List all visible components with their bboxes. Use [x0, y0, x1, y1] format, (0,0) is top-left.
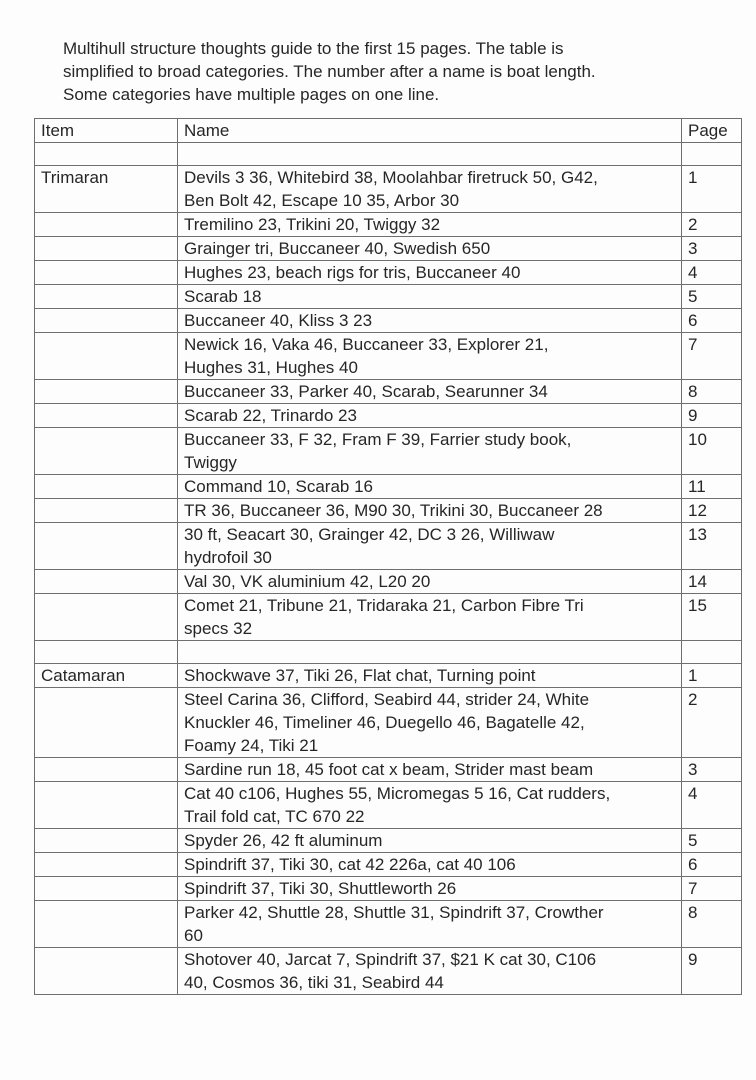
name-cell: [178, 853, 682, 877]
page-cell: 13: [682, 523, 742, 570]
name-line: Hughes 23, beach rigs for tris, Buccaneer 40: [184, 263, 521, 282]
empty-item-cell: [35, 333, 178, 380]
blank-row: [35, 143, 742, 166]
empty-item-cell: [35, 285, 178, 309]
page-cell: 9: [682, 948, 742, 995]
table-row: [35, 948, 742, 995]
page-cell: 6: [682, 853, 742, 877]
name-cell: [178, 782, 682, 829]
name-cell: [178, 285, 682, 309]
name-cell: [178, 213, 682, 237]
intro-line: simplified to broad categories. The number after a name is boat length.: [63, 62, 596, 81]
name-cell: [178, 309, 682, 333]
name-line: Cat 40 c106, Hughes 55, Micromegas 5 16, Cat rudders,: [184, 784, 611, 803]
empty-item-cell: [35, 570, 178, 594]
name-line: Sardine run 18, 45 foot cat x beam, Strider mast beam: [184, 760, 594, 779]
name-line: Spindrift 37, Tiki 30, Shuttleworth 26: [184, 879, 457, 898]
page-cell: 14: [682, 570, 742, 594]
blank-row: [35, 641, 742, 664]
empty-item-cell: [35, 428, 178, 475]
table-row: [35, 428, 742, 475]
page-cell: 4: [682, 782, 742, 829]
name-line: Foamy 24, Tiki 21: [184, 736, 319, 755]
name-cell: [178, 594, 682, 641]
page-cell: 3: [682, 237, 742, 261]
name-line: Devils 3 36, Whitebird 38, Moolahbar firetruck 50, G42,: [184, 168, 598, 187]
name-line: hydrofoil 30: [184, 548, 272, 567]
table-row: [35, 523, 742, 570]
item-cell: Catamaran: [35, 664, 178, 688]
table-row: [35, 285, 742, 309]
empty-item-cell: [35, 213, 178, 237]
intro-line: Some categories have multiple pages on one line.: [63, 85, 440, 104]
name-cell: [178, 261, 682, 285]
page-cell: 12: [682, 499, 742, 523]
empty-cell: [35, 641, 178, 664]
name-cell: [178, 948, 682, 995]
page-cell: 1: [682, 664, 742, 688]
page-cell: 2: [682, 688, 742, 758]
page-cell: 8: [682, 380, 742, 404]
name-line: Hughes 31, Hughes 40: [184, 358, 358, 377]
table-row: [35, 782, 742, 829]
page-cell: 6: [682, 309, 742, 333]
table-row: [35, 166, 742, 213]
name-line: Parker 42, Shuttle 28, Shuttle 31, Spindrift 37, Crowther: [184, 903, 604, 922]
name-line: Shockwave 37, Tiki 26, Flat chat, Turning point: [184, 666, 536, 685]
table-row: [35, 213, 742, 237]
page-cell: 2: [682, 213, 742, 237]
name-cell: [178, 570, 682, 594]
name-line: Trail fold cat, TC 670 22: [184, 807, 365, 826]
empty-cell: [178, 641, 682, 664]
page-cell: 5: [682, 829, 742, 853]
table-row: [35, 570, 742, 594]
name-line: Comet 21, Tribune 21, Tridaraka 21, Carbon Fibre Tri: [184, 596, 584, 615]
name-line: Val 30, VK aluminium 42, L20 20: [184, 572, 431, 591]
table-row: [35, 877, 742, 901]
name-line: Scarab 18: [184, 287, 262, 306]
name-cell: [178, 758, 682, 782]
name-line: Newick 16, Vaka 46, Buccaneer 33, Explorer 21,: [184, 335, 549, 354]
name-cell: [178, 829, 682, 853]
empty-item-cell: [35, 901, 178, 948]
empty-item-cell: [35, 948, 178, 995]
header-name: Name: [178, 119, 682, 143]
page-cell: 3: [682, 758, 742, 782]
empty-item-cell: [35, 380, 178, 404]
name-line: Buccaneer 33, Parker 40, Scarab, Searunner 34: [184, 382, 548, 401]
empty-cell: [682, 641, 742, 664]
name-line: 40, Cosmos 36, tiki 31, Seabird 44: [184, 973, 444, 992]
page-cell: 1: [682, 166, 742, 213]
empty-item-cell: [35, 782, 178, 829]
table-row: [35, 309, 742, 333]
empty-item-cell: [35, 404, 178, 428]
empty-cell: [178, 143, 682, 166]
table-row: [35, 261, 742, 285]
name-line: Command 10, Scarab 16: [184, 477, 373, 496]
empty-item-cell: [35, 688, 178, 758]
name-line: TR 36, Buccaneer 36, M90 30, Trikini 30, Buccaneer 28: [184, 501, 603, 520]
empty-item-cell: [35, 829, 178, 853]
empty-item-cell: [35, 261, 178, 285]
empty-item-cell: [35, 309, 178, 333]
table-header-row: [35, 119, 742, 143]
page-cell: 8: [682, 901, 742, 948]
table-row: [35, 475, 742, 499]
name-cell: [178, 237, 682, 261]
name-line: Spindrift 37, Tiki 30, cat 42 226a, cat 40 106: [184, 855, 516, 874]
name-line: Ben Bolt 42, Escape 10 35, Arbor 30: [184, 191, 460, 210]
name-cell: [178, 499, 682, 523]
name-cell: [178, 688, 682, 758]
table-body: [35, 143, 742, 995]
table-row: [35, 853, 742, 877]
table-row: [35, 333, 742, 380]
page-cell: 4: [682, 261, 742, 285]
intro-paragraph: [63, 37, 743, 106]
name-cell: [178, 380, 682, 404]
table-row: [35, 594, 742, 641]
name-line: Knuckler 46, Timeliner 46, Duegello 46, Bagatelle 42,: [184, 713, 585, 732]
empty-item-cell: [35, 877, 178, 901]
name-cell: [178, 475, 682, 499]
name-cell: [178, 404, 682, 428]
page-cell: 11: [682, 475, 742, 499]
name-cell: [178, 523, 682, 570]
table-row: [35, 901, 742, 948]
table-row: [35, 404, 742, 428]
name-line: Grainger tri, Buccaneer 40, Swedish 650: [184, 239, 491, 258]
name-cell: [178, 901, 682, 948]
name-line: Tremilino 23, Trikini 20, Twiggy 32: [184, 215, 441, 234]
page-guide-table: [34, 118, 742, 995]
empty-item-cell: [35, 475, 178, 499]
name-cell: [178, 166, 682, 213]
name-line: Twiggy: [184, 453, 237, 472]
name-line: Spyder 26, 42 ft aluminum: [184, 831, 383, 850]
table-row: [35, 499, 742, 523]
name-cell: [178, 428, 682, 475]
empty-cell: [35, 143, 178, 166]
name-cell: [178, 333, 682, 380]
page-cell: 10: [682, 428, 742, 475]
name-line: Buccaneer 40, Kliss 3 23: [184, 311, 373, 330]
name-line: Buccaneer 33, F 32, Fram F 39, Farrier study book,: [184, 430, 572, 449]
name-cell: [178, 877, 682, 901]
name-line: specs 32: [184, 619, 253, 638]
page-cell: 15: [682, 594, 742, 641]
empty-item-cell: [35, 758, 178, 782]
empty-item-cell: [35, 237, 178, 261]
empty-item-cell: [35, 523, 178, 570]
name-line: Scarab 22, Trinardo 23: [184, 406, 357, 425]
table-row: [35, 688, 742, 758]
table-row: [35, 380, 742, 404]
item-cell: Trimaran: [35, 166, 178, 213]
empty-item-cell: [35, 594, 178, 641]
table-row: [35, 664, 742, 688]
name-line: Steel Carina 36, Clifford, Seabird 44, strider 24, White: [184, 690, 590, 709]
table-row: [35, 237, 742, 261]
empty-cell: [682, 143, 742, 166]
header-item: Item: [35, 119, 178, 143]
table-row: [35, 758, 742, 782]
empty-item-cell: [35, 499, 178, 523]
name-cell: [178, 664, 682, 688]
intro-line: Multihull structure thoughts guide to the first 15 pages. The table is: [63, 39, 564, 58]
page-cell: 9: [682, 404, 742, 428]
table-row: [35, 829, 742, 853]
name-line: 60: [184, 926, 203, 945]
page-cell: 7: [682, 877, 742, 901]
page-cell: 7: [682, 333, 742, 380]
header-page: Page: [682, 119, 742, 143]
empty-item-cell: [35, 853, 178, 877]
name-line: 30 ft, Seacart 30, Grainger 42, DC 3 26, Williwaw: [184, 525, 555, 544]
name-line: Shotover 40, Jarcat 7, Spindrift 37, $21 K cat 30, C106: [184, 950, 597, 969]
page-cell: 5: [682, 285, 742, 309]
